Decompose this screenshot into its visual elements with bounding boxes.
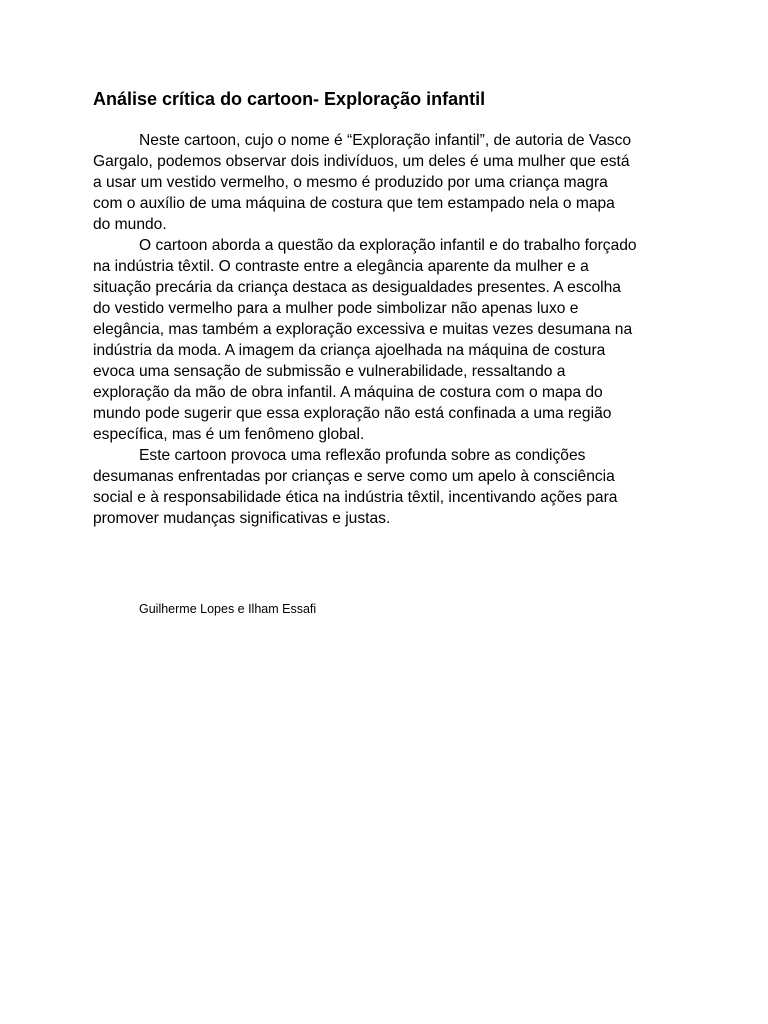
body-line: na indústria têxtil. O contraste entre a elegância aparente da mulher e a [93, 258, 589, 275]
document-authors: Guilherme Lopes e Ilham Essafi [139, 602, 317, 616]
document-body [93, 130, 693, 529]
body-line: social e à responsabilidade ética na indústria têxtil, incentivando ações para [93, 489, 618, 506]
body-line: Neste cartoon, cujo o nome é “Exploração infantil”, de autoria de Vasco [139, 132, 632, 149]
body-line: promover mudanças significativas e justas. [93, 510, 391, 527]
body-line: evoca uma sensação de submissão e vulnerabilidade, ressaltando a [93, 363, 566, 380]
body-line: mundo pode sugerir que essa exploração não está confinada a uma região [93, 405, 612, 422]
body-line: O cartoon aborda a questão da exploração infantil e do trabalho forçado [139, 237, 637, 254]
body-line: do mundo. [93, 216, 167, 233]
body-line: Gargalo, podemos observar dois indivíduos, um deles é uma mulher que está [93, 153, 630, 170]
body-line: específica, mas é um fenômeno global. [93, 426, 365, 443]
body-line: exploração da mão de obra infantil. A máquina de costura com o mapa do [93, 384, 603, 401]
body-line: a usar um vestido vermelho, o mesmo é produzido por uma criança magra [93, 174, 608, 191]
document-title: Análise crítica do cartoon- Exploração infantil [93, 89, 486, 109]
body-line: indústria da moda. A imagem da criança ajoelhada na máquina de costura [93, 342, 606, 359]
body-line: elegância, mas também a exploração excessiva e muitas vezes desumana na [93, 321, 633, 338]
body-line: desumanas enfrentadas por crianças e serve como um apelo à consciência [93, 468, 615, 485]
body-line: do vestido vermelho para a mulher pode simbolizar não apenas luxo e [93, 300, 579, 317]
body-line: situação precária da criança destaca as desigualdades presentes. A escolha [93, 279, 621, 296]
body-line: com o auxílio de uma máquina de costura que tem estampado nela o mapa [93, 195, 615, 212]
body-line: Este cartoon provoca uma reflexão profunda sobre as condições [139, 447, 586, 464]
